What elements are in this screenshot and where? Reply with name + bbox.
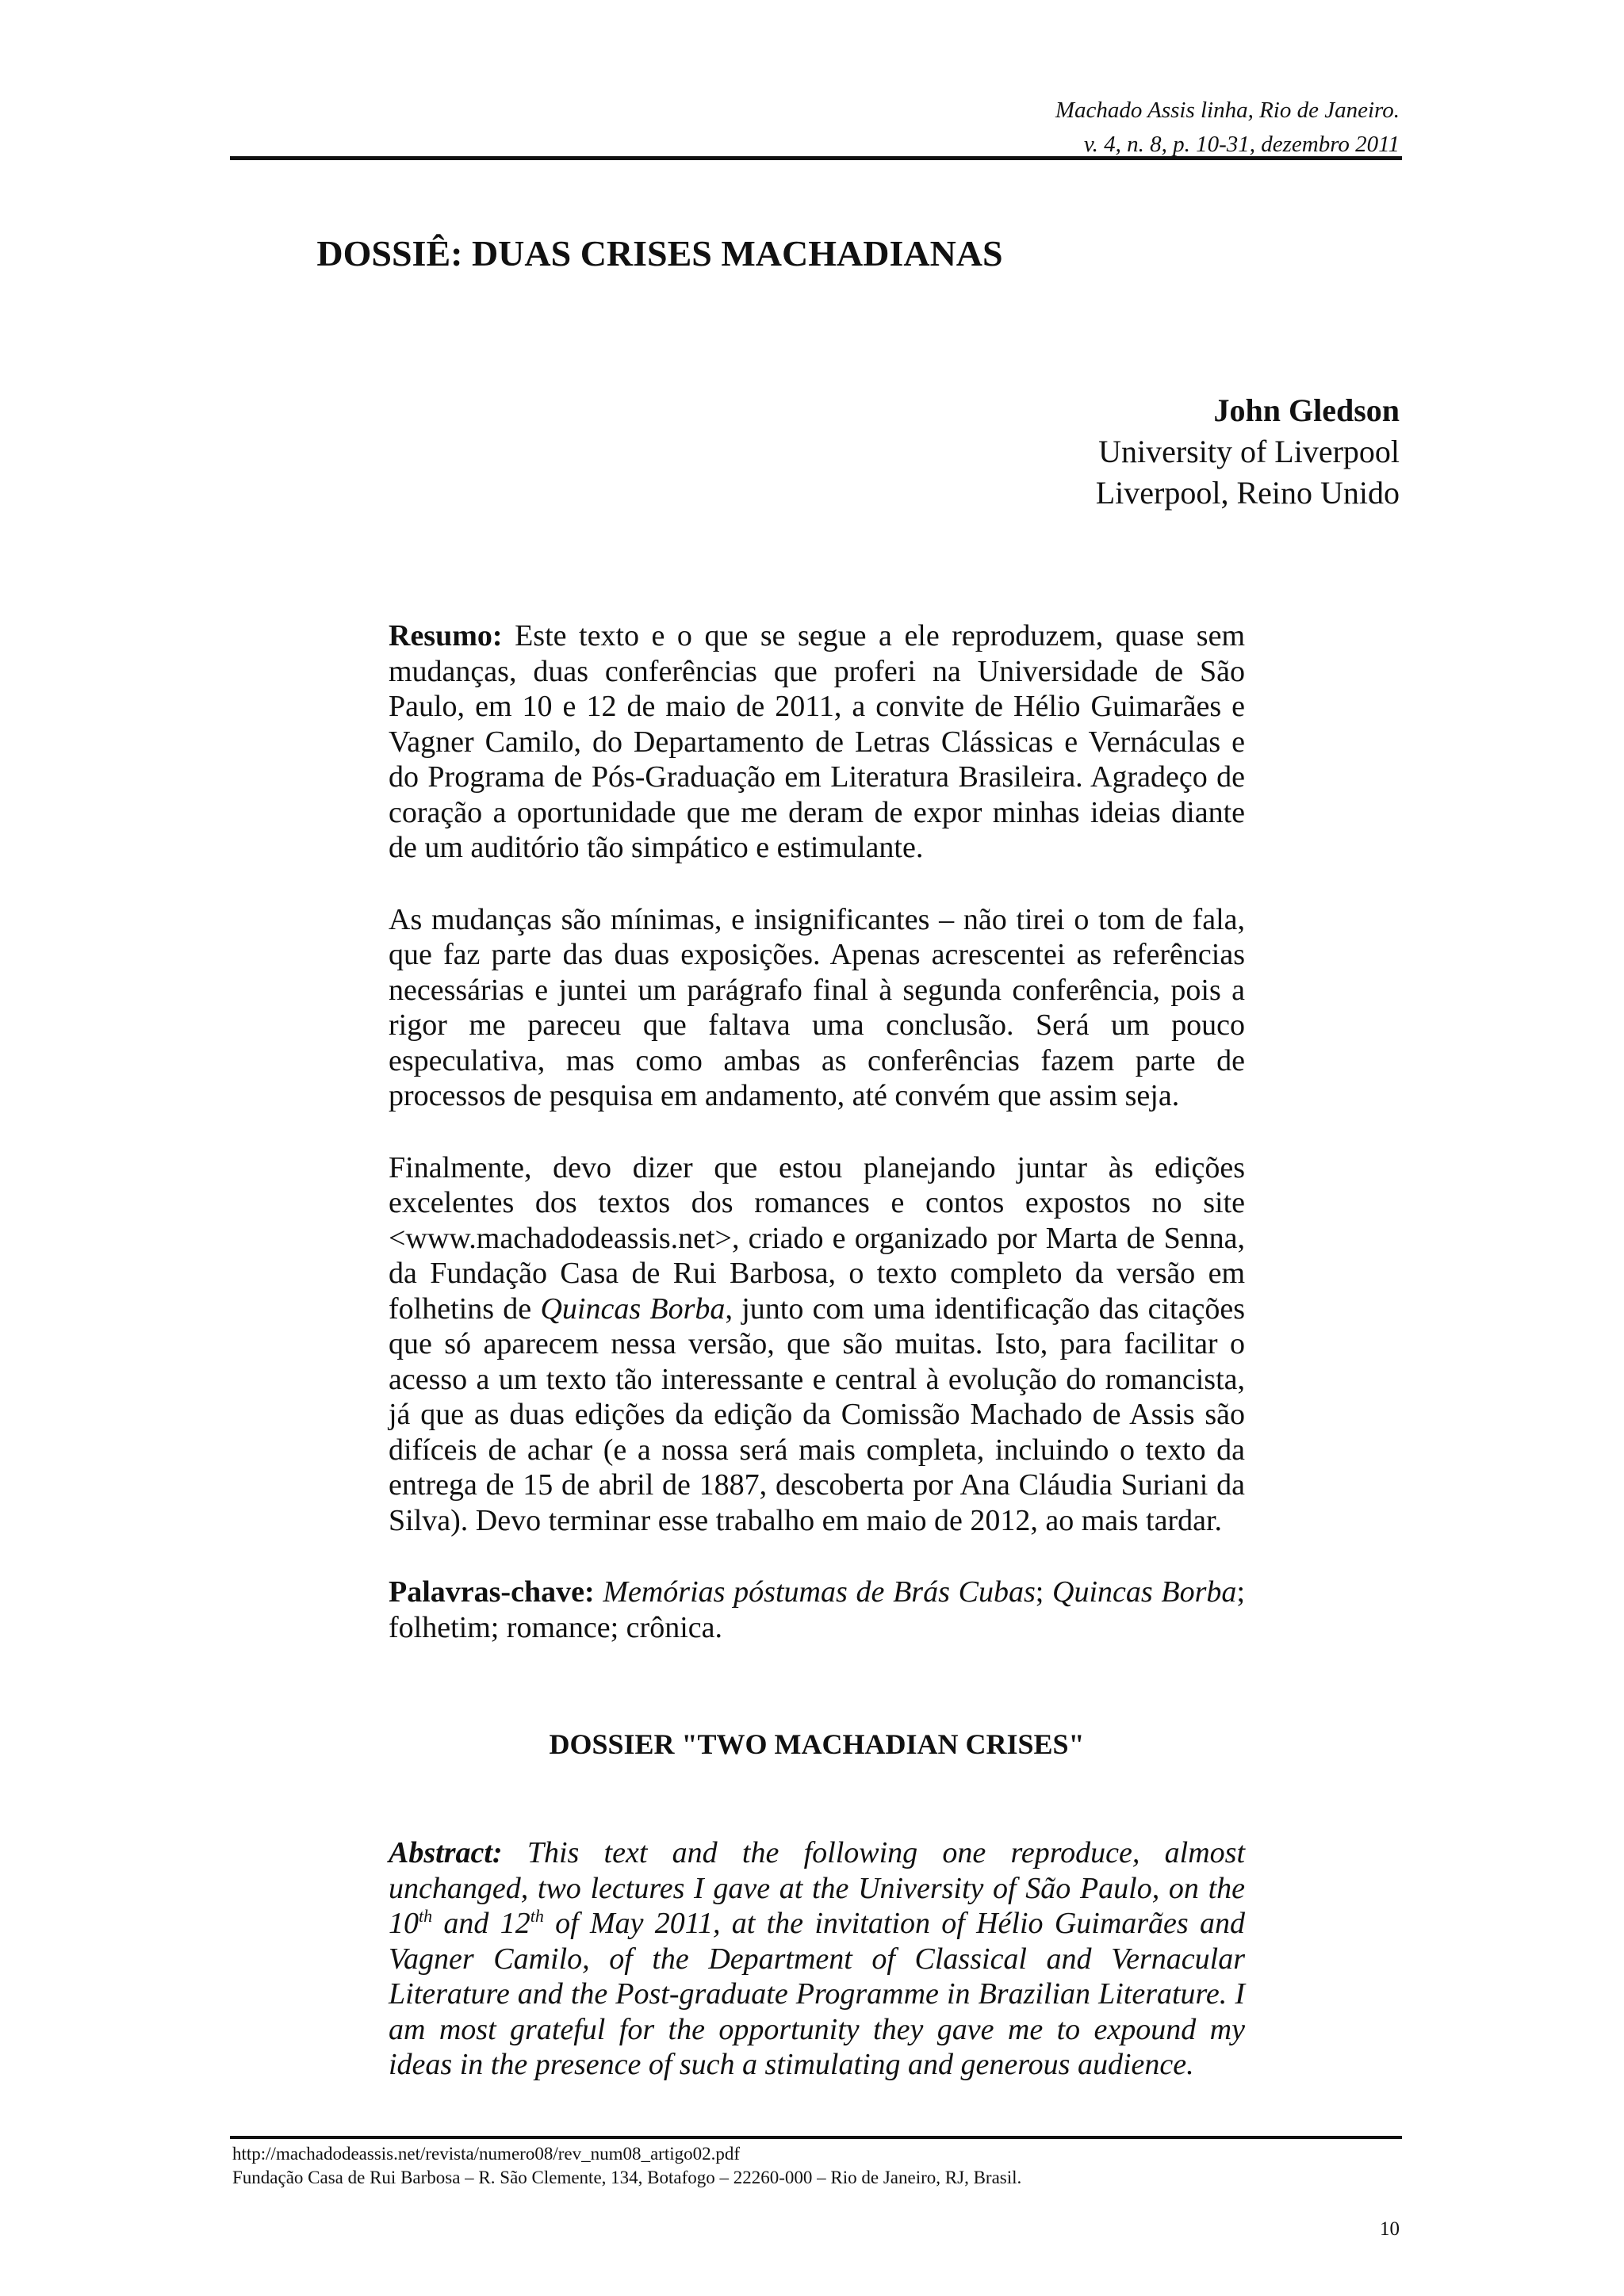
abstract-label: Resumo: bbox=[389, 619, 503, 652]
abstract-english-text-a: This text and the following one reproduce, almost unchanged, two lectures I gave at the University of São Paulo, on the 10 bbox=[389, 1836, 1245, 1940]
footer-url[interactable]: http://machadodeassis.net/revista/numero08/rev_num08_artigo02.pdf bbox=[232, 2144, 741, 2164]
keyword-1: Memórias póstumas de Brás Cubas bbox=[603, 1575, 1036, 1609]
footer-rule bbox=[230, 2136, 1402, 2139]
abstract-paragraph-3 bbox=[389, 1150, 1245, 1539]
superscript-th-1: th bbox=[419, 1906, 433, 1926]
abstract-paragraph-1 bbox=[389, 618, 1245, 866]
abstract-english bbox=[389, 1835, 1245, 2083]
page-title: DOSSIÊ: DUAS CRISES MACHADIANAS bbox=[316, 233, 1003, 274]
keyword-separator: ; bbox=[1035, 1575, 1044, 1609]
abstract-english-text-b: and 12 bbox=[432, 1907, 530, 1940]
author-affiliation: University of Liverpool bbox=[1098, 434, 1400, 469]
abstract-english-text-c: of May 2011, at the invitation of Hélio Guimarães and Vagner Camilo, of the Department of Classical and Vernacular Literature and the Post-graduate Programme in Brazilian Literature. I am most grateful for the opportunity they gave me to expound my ideas in the presence of such a stimulating and generous audience. bbox=[389, 1907, 1246, 2081]
keywords-rest: ; folhetim; romance; crônica. bbox=[389, 1575, 1245, 1644]
author-name: John Gledson bbox=[1213, 392, 1400, 428]
english-title: DOSSIER "TWO MACHADIAN CRISES" bbox=[549, 1728, 1085, 1760]
footer bbox=[232, 2142, 1021, 2190]
abstract-paragraph-1-text: Este texto e o que se segue a ele reproduzem, quase sem mudanças, duas conferências que proferi na Universidade de São Paulo, em 10 e 12 de maio de 2011, a convite de Hélio Guimarães e Vagner Camilo, do Departamento de Letras Clássicas e Vernáculas e do Programa de Pós-Graduação em Literatura Brasileira. Agradeço de coração a oportunidade que me deram de expor minhas ideias diante de um auditório tão simpático e estimulante. bbox=[389, 619, 1246, 864]
running-header bbox=[1055, 94, 1400, 162]
superscript-th-2: th bbox=[530, 1906, 544, 1926]
abstract-paragraph-3-text-a: Finalmente, devo dizer que estou planejando juntar às edições excelentes dos textos dos romances e contos expostos no site <www.machadodeassis.net>, criado e organizado por Marta de Senna, da Fundação Casa de Rui Barbosa, o texto completo da versão em folhetins de bbox=[389, 1150, 1245, 1326]
author-block bbox=[1096, 390, 1400, 514]
abstract-paragraph-2: As mudanças são mínimas, e insignificantes – não tirei o tom de fala, que faz parte das duas exposições. Apenas acrescentei as referências necessárias e juntei um parágrafo final à segunda conferência, pois a rigor me pareceu que faltava uma conclusão. Será um pouco especulativa, mas como ambas as conferências fazem parte de processos de pesquisa em andamento, até convém que assim seja. bbox=[389, 902, 1245, 1112]
abstract-paragraph-3-text-b: , junto com uma identificação das citações que só aparecem nessa versão, que são muitas. Isto, para facilitar o acesso a um texto tão interessante e central à evolução do romancista, já que as duas edições da edição da Comissão Machado de Assis são difíceis de achar (e a nossa será mais completa, incluindo o texto da entrega de 15 de abril de 1887, descoberta por Ana Cláudia Suriani da Silva). Devo terminar esse trabalho em maio de 2012, ao mais tardar. bbox=[389, 1292, 1245, 1537]
abstract-paragraph-3-italic: Quincas Borba bbox=[540, 1292, 726, 1326]
keywords-label: Palavras-chave: bbox=[389, 1575, 595, 1609]
keyword-2: Quincas Borba bbox=[1052, 1575, 1237, 1609]
footer-address: Fundação Casa de Rui Barbosa – R. São Clemente, 134, Botafogo – 22260-000 – Rio de Janeiro, RJ, Brasil. bbox=[232, 2168, 1022, 2187]
abstract-english-paragraph bbox=[389, 1835, 1245, 2083]
journal-line-1: Machado Assis linha, Rio de Janeiro. bbox=[1055, 98, 1400, 123]
page-number: 10 bbox=[1380, 2218, 1400, 2240]
keywords bbox=[389, 1575, 1245, 1645]
journal-line-2: v. 4, n. 8, p. 10-31, dezembro 2011 bbox=[1083, 132, 1400, 157]
abstract-english-label: Abstract: bbox=[389, 1836, 503, 1869]
abstract-portuguese bbox=[389, 618, 1245, 1645]
author-location: Liverpool, Reino Unido bbox=[1095, 475, 1400, 511]
header-rule bbox=[230, 156, 1402, 160]
